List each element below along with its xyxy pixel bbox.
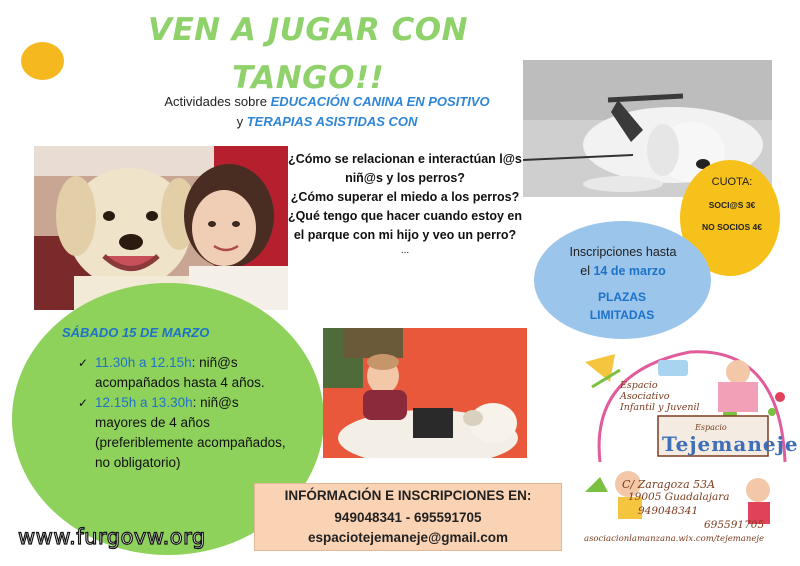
check-icon: ✓ — [78, 356, 89, 370]
schedule-text: : niñ@s acompañados hasta 4 años. — [95, 355, 265, 390]
info-heading: INFÓRMACIÓN E INSCRIPCIONES EN: — [284, 488, 532, 503]
cuota-no-socios: NO SOCIOS 4€ — [702, 222, 762, 232]
inscripciones-date: 14 de marzo — [593, 264, 666, 278]
inscripciones-line-1: Inscripciones hasta — [569, 245, 677, 259]
logo-org-line-2: Asociativo — [620, 391, 670, 402]
logo-org — [620, 380, 700, 413]
schedule-date: SÁBADO 15 DE MARZO — [62, 325, 210, 340]
yellow-dot-decoration — [21, 42, 64, 80]
cuota-socios: SOCI@S 3€ — [708, 200, 756, 210]
intro-prefix: Actividades sobre — [164, 94, 271, 109]
logo-city: 19005 Guadalajara — [628, 491, 730, 503]
inscripciones-text — [552, 243, 694, 281]
questions-ellipsis: ... — [400, 245, 410, 256]
logo-name: Tejemaneje — [662, 432, 799, 456]
logo-org-line-1: Espacio — [620, 380, 658, 391]
photo-child-with-dog — [323, 328, 527, 458]
check-icon: ✓ — [78, 396, 89, 410]
schedule-text: : niñ@s mayores de 4 años (preferiblemente acompañados, no obligatorio) — [95, 395, 286, 470]
plazas-limitadas: PLAZAS LIMITADAS — [589, 290, 655, 322]
title-line-1: VEN A JUGAR CON — [148, 12, 469, 48]
schedule-list — [78, 353, 288, 473]
schedule-item — [78, 393, 288, 473]
intro-highlight-1: EDUCACIÓN CANINA EN POSITIVO — [270, 94, 490, 109]
inscripciones-prefix: el — [580, 264, 594, 278]
info-email: espaciotejemaneje@gmail.com — [308, 530, 508, 545]
schedule-time: 12.15h a 13.30h — [95, 395, 193, 410]
question-1: ¿Cómo se relacionan e interactúan l@s niñ@s y los perros? — [288, 152, 522, 185]
intro-highlight-2: TERAPIAS ASISTIDAS CON — [246, 114, 418, 129]
questions-block — [286, 150, 524, 257]
logo-espacio: Espacio — [695, 423, 727, 432]
logo-web: asociacionlamanzana.wix.com/tejemaneje — [584, 534, 765, 544]
question-2: ¿Cómo superar el miedo a los perros? — [290, 190, 520, 204]
info-phones: 949048341 - 695591705 — [334, 510, 482, 525]
title-line-2: TANGO!! — [232, 60, 385, 96]
logo-phone-1: 949048341 — [638, 505, 699, 517]
question-3: ¿Qué tengo que hacer cuando estoy en el parque con mi hijo y veo un perro? — [287, 209, 523, 242]
logo-area — [580, 342, 799, 552]
cuota-label: CUOTA: — [711, 176, 753, 188]
intro-text — [162, 92, 492, 132]
watermark: www.furgovw.org — [18, 525, 206, 549]
photo-child-with-dog-illustration — [323, 328, 527, 458]
inscripciones-line-2 — [552, 262, 694, 281]
logo-phone-2: 695591705 — [704, 519, 765, 531]
schedule-time: 11.30h a 12.15h — [95, 355, 192, 370]
logo-org-line-3: Infantil y Juvenil — [620, 402, 700, 413]
logo-address: C/ Zaragoza 53A — [622, 478, 716, 491]
intro-middle: y — [236, 114, 247, 129]
schedule-item — [78, 353, 288, 393]
